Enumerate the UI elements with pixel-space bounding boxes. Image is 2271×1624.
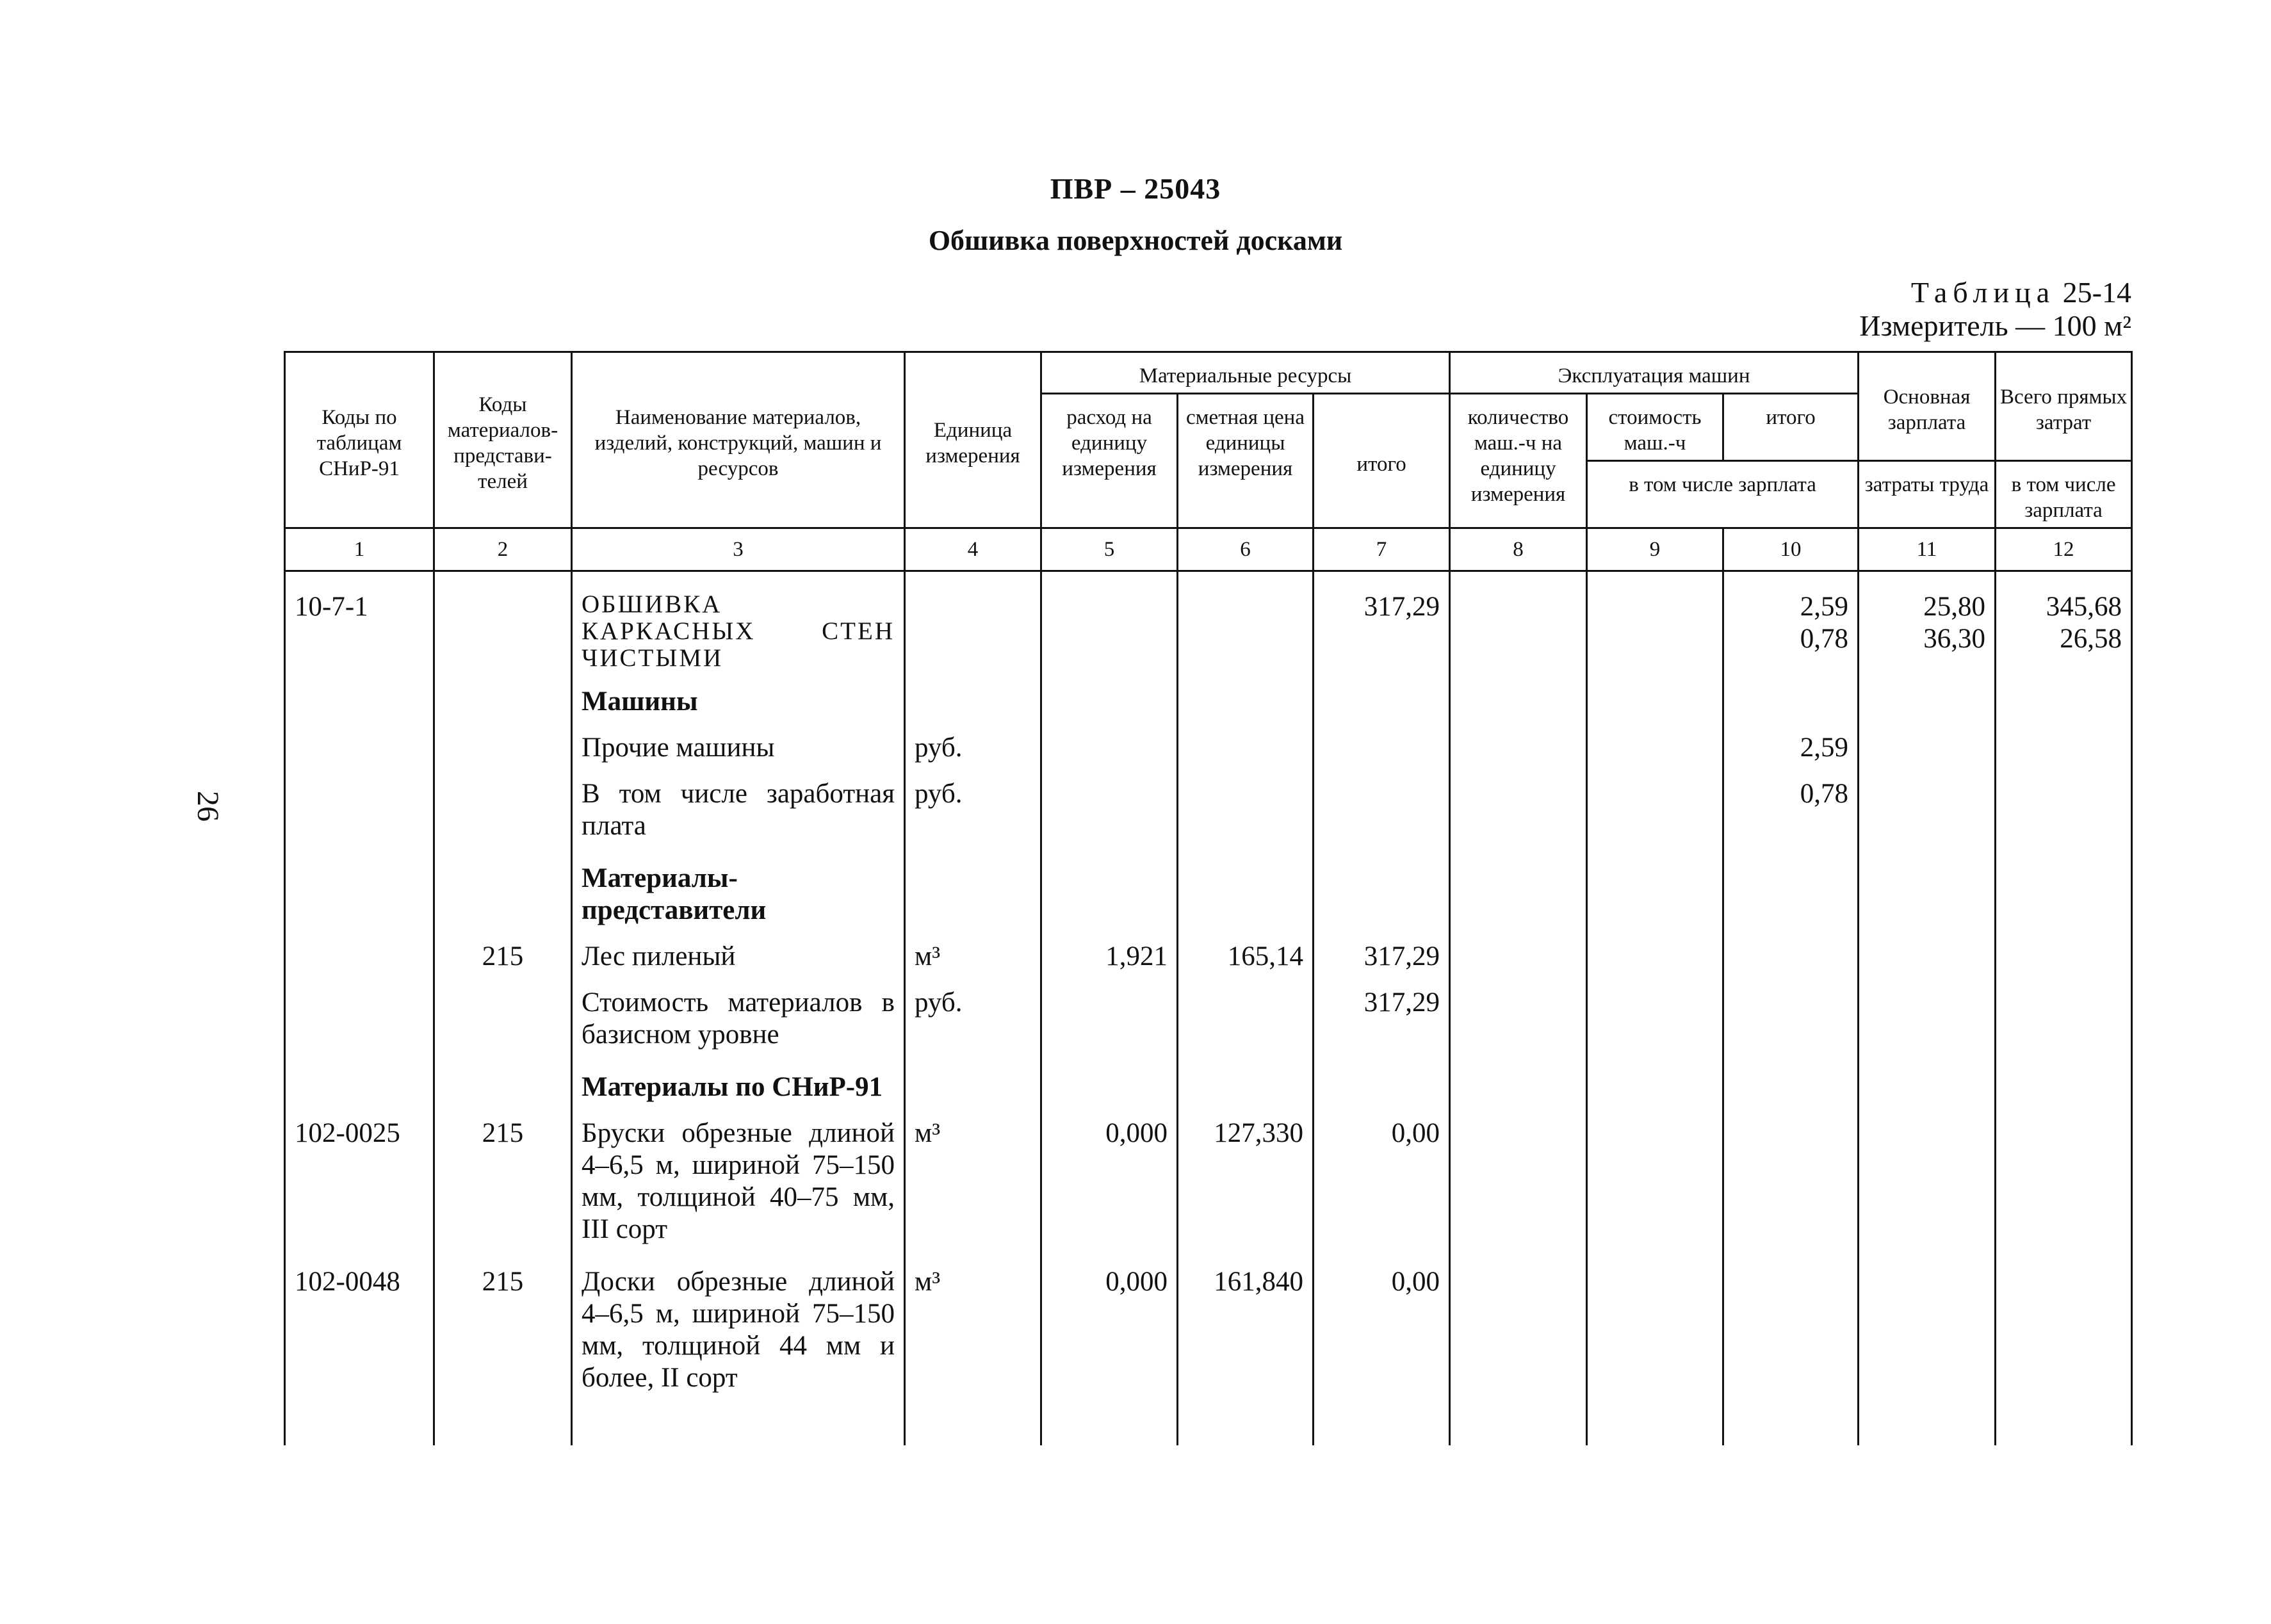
cell-unit: м³ (905, 1252, 1041, 1401)
table-label (1911, 275, 2131, 309)
cell-name: Бруски обрезные длиной 4–6,5 м, шириной 75–150 мм, толщиной 40–75 мм, III сорт (572, 1110, 905, 1252)
cell-rep-code: 215 (434, 1110, 572, 1252)
cell-unit: руб. (905, 724, 1041, 770)
basic-salary-value: 25,80 (1923, 592, 1986, 622)
machines-total-value: 2,59 (1800, 592, 1849, 622)
cell-direct-costs (1996, 571, 2132, 679)
cell-price: 165,14 (1178, 933, 1314, 979)
cell-consumption: 0,000 (1041, 1252, 1178, 1401)
document-title: Обшивка поверхностей досками (928, 225, 1343, 256)
cell-machines-total (1723, 571, 1859, 679)
table-row-section (285, 678, 2132, 724)
cell-name: Прочие машины (572, 724, 905, 770)
cell-machines-total: 0,78 (1723, 770, 1859, 849)
column-number: 6 (1178, 528, 1314, 571)
table-number: 25-14 (2062, 276, 2131, 309)
table-row-bars (285, 1110, 2132, 1252)
header-row-1 (285, 352, 2132, 394)
cell-code: 102-0025 (285, 1110, 434, 1252)
column-number: 2 (434, 528, 572, 571)
header-incl-salary-total: в том числе зарплата (1996, 461, 2132, 528)
cell-unit: м³ (905, 933, 1041, 979)
cell-name: В том числе заработная плата (572, 770, 905, 849)
header-machine-operation: Эксплуатация машин (1450, 352, 1859, 394)
cell-price: 127,330 (1178, 1110, 1314, 1252)
cell-unit: м³ (905, 1110, 1041, 1252)
cell-consumption: 1,921 (1041, 933, 1178, 979)
header-labor-costs: затраты труда (1859, 461, 1996, 528)
header-incl-salary: в том числе зарплата (1587, 461, 1859, 528)
header-name: Наименование материалов, изделий, конструкций, машин и ресурсов (572, 352, 905, 528)
cell-unit: руб. (905, 979, 1041, 1057)
table-row-lumber (285, 933, 2132, 979)
column-number: 12 (1996, 528, 2132, 571)
cell-name: Доски обрезные длиной 4–6,5 м, шириной 75–150 мм, толщиной 44 мм и более, II сорт (572, 1252, 905, 1401)
header-machine-hours: количество маш.-ч на единицу измерения (1450, 394, 1587, 528)
cell-code: 10-7-1 (285, 571, 434, 679)
direct-costs-salary-value: 26,58 (2060, 624, 2122, 654)
header-machine-hour-cost: стоимость маш.-ч (1587, 394, 1723, 461)
cell-materials-total: 317,29 (1314, 933, 1450, 979)
resource-table (284, 351, 2133, 1445)
table-row-wages (285, 770, 2132, 849)
column-number: 9 (1587, 528, 1723, 571)
cell-materials-total: 0,00 (1314, 1110, 1450, 1252)
table-row-section (285, 1057, 2132, 1110)
machines-salary-value: 0,78 (1800, 624, 1849, 654)
cell-code: 102-0048 (285, 1252, 434, 1401)
header-unit: Единица измерения (905, 352, 1041, 528)
column-number: 8 (1450, 528, 1587, 571)
header-total-direct-costs: Всего прямых затрат (1996, 352, 2132, 461)
column-number: 10 (1723, 528, 1859, 571)
cell-machines-total: 2,59 (1723, 724, 1859, 770)
cell-price: 161,840 (1178, 1252, 1314, 1401)
cell-unit: руб. (905, 770, 1041, 849)
header-machines-total: итого (1723, 394, 1859, 461)
section-heading-snir: Материалы по СНиР-91 (572, 1057, 905, 1110)
cell-name: Стоимость материалов в базисном уровне (572, 979, 905, 1057)
labor-costs-value: 36,30 (1923, 624, 1986, 654)
table-row-tail (285, 1401, 2132, 1445)
column-number: 3 (572, 528, 905, 571)
page-number: 26 (191, 791, 225, 822)
cell-rep-code: 215 (434, 1252, 572, 1401)
column-number: 11 (1859, 528, 1996, 571)
cell-name: ОБШИВКА КАРКАСНЫХ СТЕН ЧИСТЫМИ (572, 571, 905, 679)
table-row-boards (285, 1252, 2132, 1401)
document-code: ПВР – 25043 (1050, 172, 1221, 205)
column-number: 1 (285, 528, 434, 571)
header-materials-total: итого (1314, 394, 1450, 528)
header-basic-salary: Основная зарплата (1859, 352, 1996, 461)
table-row-section (285, 849, 2132, 933)
table-row-materials-cost (285, 979, 2132, 1057)
direct-costs-value: 345,68 (2046, 592, 2122, 622)
header-material-resources: Материальные ресурсы (1041, 352, 1450, 394)
measurer: Измеритель — 100 м² (1859, 309, 2131, 342)
cell-name: Лес пиленый (572, 933, 905, 979)
header-estimated-price: сметная цена единицы измерения (1178, 394, 1314, 528)
column-number: 7 (1314, 528, 1450, 571)
column-number: 5 (1041, 528, 1178, 571)
table-label-word: Таблица (1910, 276, 2056, 309)
header-codes-snir: Коды по таблицам СНиР-91 (285, 352, 434, 528)
column-number: 4 (905, 528, 1041, 571)
cell-materials-total: 317,29 (1314, 979, 1450, 1057)
cell-materials-total: 317,29 (1314, 571, 1450, 679)
cell-rep-code: 215 (434, 933, 572, 979)
table-row-main (285, 571, 2132, 679)
cell-basic-salary (1859, 571, 1996, 679)
section-heading-machines: Машины (572, 678, 905, 724)
cell-materials-total: 0,00 (1314, 1252, 1450, 1401)
header-consumption: расход на единицу измерения (1041, 394, 1178, 528)
header-codes-representatives: Коды материалов-представи-телей (434, 352, 572, 528)
cell-consumption: 0,000 (1041, 1110, 1178, 1252)
section-heading-representatives: Материалы-представители (572, 849, 905, 933)
table-row-other-machines (285, 724, 2132, 770)
column-number-row (285, 528, 2132, 571)
